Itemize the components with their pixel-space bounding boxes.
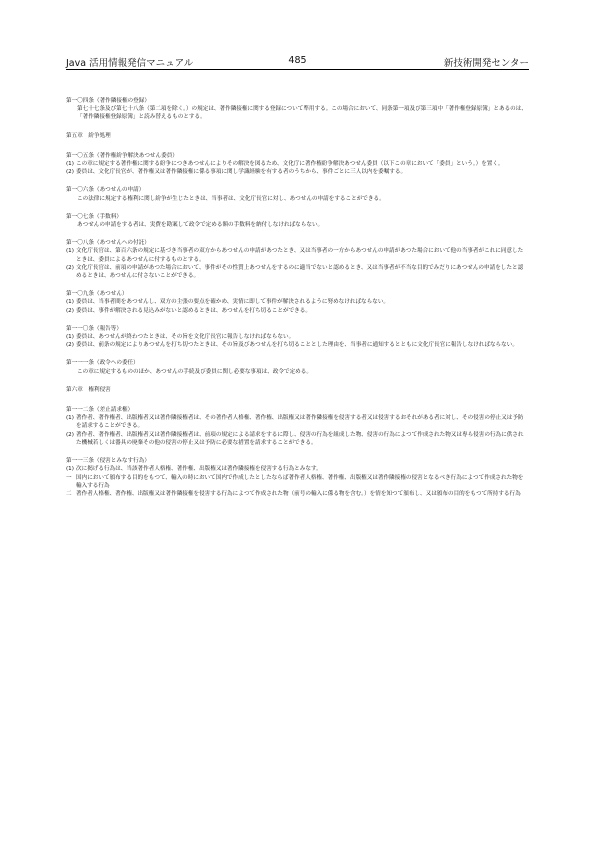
item-text: 委員は、前条の規定によりあつせんを打ち切つたときは、その旨及びあつせんを打ち切ることとした理由を、当事者に通知するとともに文化庁長官に報告しなければならない。 xyxy=(76,342,518,349)
item-number: (1) xyxy=(66,466,74,473)
article-item xyxy=(66,247,528,263)
article-title: 第一〇六条（あつせんの申請） xyxy=(66,187,145,194)
item-text: 委員は、当事者間をあつせんし、双方の主張の要点を確かめ、実情に即して事件が解決されるように努めなければならない。 xyxy=(76,299,390,306)
item-number: (2) xyxy=(66,431,74,438)
item-number: (1) xyxy=(66,248,74,255)
item-number: (1) xyxy=(66,161,74,168)
chapter-heading: 第五章 紛争処理 xyxy=(66,132,111,139)
item-text: 文化庁長官は、第百六条の規定に基づき当事者の双方からあつせんの申請があつたとき、又は当事者の一方からあつせんの申請があつた場合において他の当事者がこれに同意したときは、委員によるあつせんに付するものとする。 xyxy=(76,248,524,263)
item-number: 二 xyxy=(66,490,72,497)
article-paragraph: この法律に規定する権利に関し紛争が生じたときは、当事者は、文化庁長官に対し、あつせんの申請をすることができる。 xyxy=(77,195,385,202)
page-number: 485 xyxy=(288,55,307,66)
article-item xyxy=(66,465,528,473)
article-title: 第一〇七条（手数料） xyxy=(66,213,122,220)
item-text: 次に掲げる行為は、当該著作者人格権、著作権、出版権又は著作隣接権を侵害する行為とみなす。 xyxy=(76,466,322,473)
article-title: 第一一三条（侵害とみなす行為） xyxy=(66,458,150,465)
article-block xyxy=(66,406,528,447)
item-number: 一 xyxy=(66,474,72,481)
item-text: 文化庁長官は、前項の申請があつた場合において、事件がその性質上あつせんをするのに適当でないと認めるとき、又は当事者が不当な目的でみだりにあつせんの申請をしたと認めるときは、あつせんに付さないことができる。 xyxy=(76,264,524,280)
article-title: 第一〇四条（著作隣接権の登録） xyxy=(66,98,150,104)
article-title: 第一〇八条（あつせんへの付託） xyxy=(66,240,150,247)
article-item xyxy=(66,264,528,280)
article-block xyxy=(66,457,528,498)
article-block xyxy=(66,239,528,280)
article-paragraph: あつせんの申請をする者は、実費を勘案して政令で定める額の手数料を納付しなければならない。 xyxy=(77,222,324,229)
header-rule xyxy=(66,69,529,70)
article-item xyxy=(66,431,528,447)
article-block xyxy=(66,186,528,202)
article-block xyxy=(66,213,528,229)
item-text: 委員は、事件が解決される見込みがないと認めるときは、あつせんを打ち切ることができる。 xyxy=(76,307,311,314)
item-text: この章に規定する著作権に関する紛争につきあつせんによりその解決を図るため、文化庁に著作権紛争解決あつせん委員（以下この章において「委員」という。）を置く。 xyxy=(76,161,504,168)
page-header xyxy=(66,55,529,69)
article-item xyxy=(66,490,528,498)
article-title: 第一一一条（政令への委任） xyxy=(66,360,139,367)
article-item xyxy=(66,168,528,176)
header-manual-title: Java 活用情報発信マニュアル xyxy=(66,58,194,69)
article-item xyxy=(66,341,528,349)
document-body xyxy=(66,97,528,508)
item-text: 国内において頒布する目的をもつて、輸入の時において国内で作成したとしたならば著作者人格権、著作権、出版権又は著作隣接権の侵害となるべき行為によつて作成された物を輸入する行為 xyxy=(76,474,524,489)
article-item xyxy=(66,160,528,168)
item-text: 著作者人格権、著作権、出版権又は著作隣接権を侵害する行為によつて作成された物（前号の輸入に係る物を含む。）を情を知つて頒布し、又は頒布の目的をもつて所持する行為 xyxy=(76,490,521,497)
header-center-name: 新技術開発センター xyxy=(443,58,529,69)
article-item xyxy=(66,298,528,306)
article-title: 第一〇五条（著作権紛争解決あつせん委員） xyxy=(66,152,178,159)
article-paragraph: 第七十七条及び第七十八条（第二項を除く。）の規定は、著作隣接権に関する登録について準用する。この場合において、同条第一項及び第三項中「著作権登録原簿」とあるのは、「著作隣接権登録原簿」と読み替えるものとする。 xyxy=(77,106,527,121)
item-text: 委員は、文化庁長官が、著作権又は著作隣接権に係る事項に関し学識経験を有する者のうちから、事件ごとに三人以内を委嘱する。 xyxy=(76,169,407,176)
item-number: (2) xyxy=(66,169,74,176)
article-item xyxy=(66,414,528,430)
article-item xyxy=(66,307,528,315)
item-text: 著作者、著作権者、出版権者又は著作隣接権者は、その著作者人格権、著作権、出版権又は著作隣接権を侵害する者又は侵害するおそれがある者に対し、その侵害の停止又は予防を請求することができる。 xyxy=(76,415,524,430)
item-number: (1) xyxy=(66,299,74,306)
article-block xyxy=(66,97,528,122)
article-title: 第一一二条（差止請求権） xyxy=(66,407,134,414)
item-number: (1) xyxy=(66,334,74,341)
item-text: 著作者、著作権者、出版権者又は著作隣接権者は、前項の規定による請求をするに際し、侵害の行為を組成した物、侵害の行為によつて作成された物又は専ら侵害の行為に供された機械若しくは器具の廃棄その他の侵害の停止又は予防に必要な措置を請求することができる。 xyxy=(76,431,524,446)
article-title: 第一〇九条（あつせん） xyxy=(66,291,128,298)
article-block xyxy=(66,325,528,350)
article-title: 第一一〇条（報告等） xyxy=(66,325,122,332)
item-number: (2) xyxy=(66,307,74,314)
item-number: (2) xyxy=(66,264,74,271)
article-item xyxy=(66,474,528,490)
article-paragraph: この章に規定するもののほか、あつせんの手続及び委員に関し必要な事項は、政令で定める。 xyxy=(77,368,312,375)
article-block xyxy=(66,290,528,315)
article-block xyxy=(66,152,528,177)
article-block xyxy=(66,359,528,375)
item-number: (1) xyxy=(66,415,74,422)
article-item xyxy=(66,333,528,341)
item-text: 委員は、あつせんが終わつたときは、その旨を文化庁長官に報告しなければならない。 xyxy=(76,334,295,341)
chapter-heading: 第六章 権利侵害 xyxy=(66,386,111,393)
item-number: (2) xyxy=(66,342,74,349)
